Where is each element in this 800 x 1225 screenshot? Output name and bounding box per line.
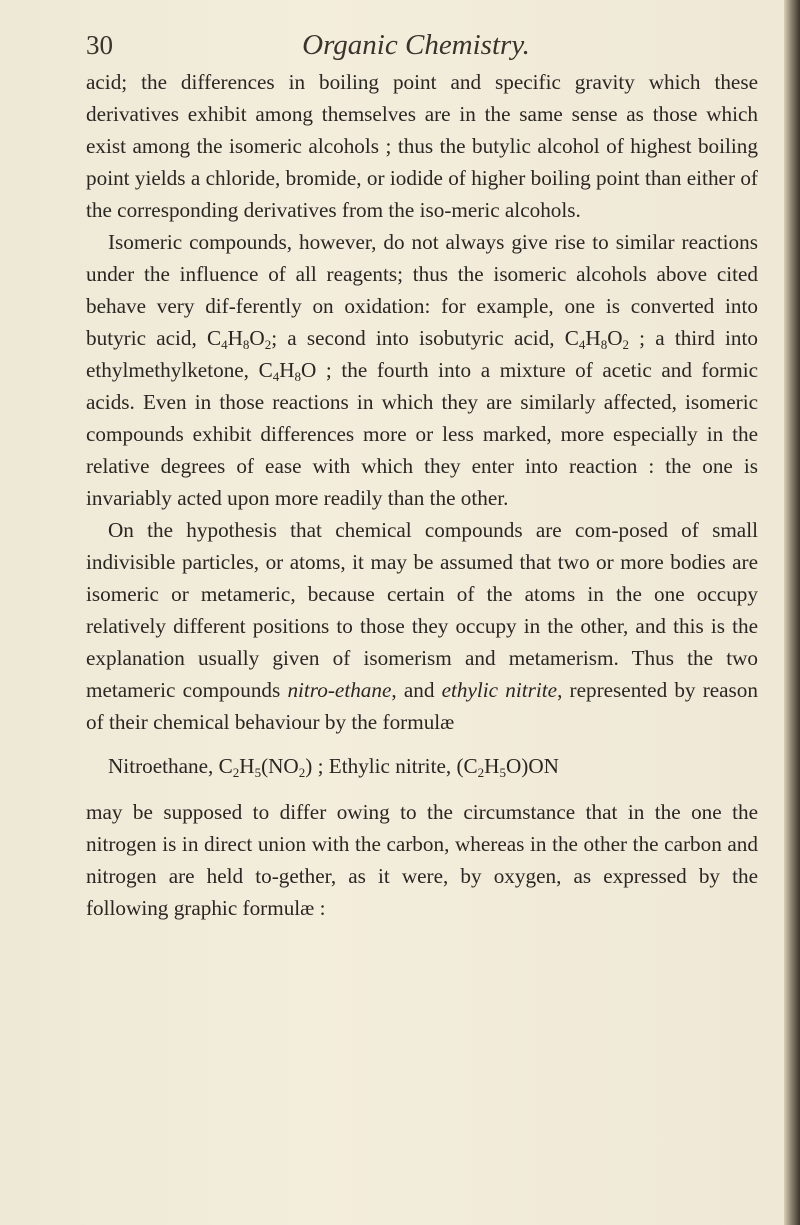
paragraph-4: may be supposed to differ owing to the circumstance that in the one the nitrogen is in direct union with the carbon, whereas in the other the carbon and nitrogen are held to-gether, as it were, by oxygen, as expressed by the following graphic formulæ :	[86, 800, 758, 920]
paragraph-3-text-2: , and	[391, 678, 442, 702]
metameric-formulae: Nitroethane, $C_2H_5(NO_2)$ ; Ethylic nitrite, $(C_2H_5O)ON$	[108, 754, 559, 780]
isobutyric-acid-formula: $C_4H_8O_2$	[564, 326, 629, 352]
paragraph-3-text-3: , represented by reason of their chemical behaviour by the formulæ	[86, 678, 758, 734]
paragraph-3	[86, 514, 758, 738]
paragraph-3-text-1: On the hypothesis that chemical compounds are com-posed of small indivisible particles, or atoms, it may be assumed that two or more bodies are isomeric or metameric, because certain of the atoms in the one occupy relatively different positions to those they occupy in the other, and this is the explanation usually given of isomerism and metamerism. Thus the two metameric compounds	[86, 518, 758, 702]
running-head: Organic Chemistry.	[302, 29, 530, 61]
paragraph-2-text-1: Isomeric compounds, however, do not always give rise to similar reactions under the influence of all reagents; thus the isomeric alcohols above cited behave very dif-ferently on oxidation: for example, one is converted into butyric acid,	[86, 230, 758, 350]
book-spine-edge	[784, 0, 800, 1225]
paragraph-2-text-3: ; a third into ethylmethylketone,	[86, 326, 758, 382]
ethylmethylketone-formula: $C_4H_8O$	[258, 358, 317, 384]
paragraph-2-text-4: ; the fourth into a mixture of acetic and formic acids. Even in those reactions in which they are similarly affected, isomeric compounds exhibit differences more or less marked, more especially in the relative degrees of ease with which they enter into reaction : the one is invariably acted upon more readily than the other.	[86, 358, 759, 510]
paragraph-2-text-2: ; a second into isobutyric acid,	[271, 326, 565, 350]
butyric-acid-formula: $C_4H_8O_2$	[206, 326, 272, 352]
body-text	[86, 66, 758, 924]
page-number: 30	[86, 30, 113, 60]
page-header	[86, 28, 746, 62]
ethylic-nitrite-term: ethylic nitrite	[441, 678, 558, 702]
paragraph-2	[86, 226, 758, 514]
nitroethane-term: nitro-ethane	[287, 678, 392, 702]
paragraph-1: acid; the differences in boiling point and specific gravity which these derivatives exhibit among themselves are in the same sense as those which exist among the isomeric alcohols ; thus the butylic alcohol of highest boiling point yields a chloride, bromide, or iodide of higher boiling point than either of the corresponding derivatives from the iso-meric alcohols.	[86, 70, 758, 222]
